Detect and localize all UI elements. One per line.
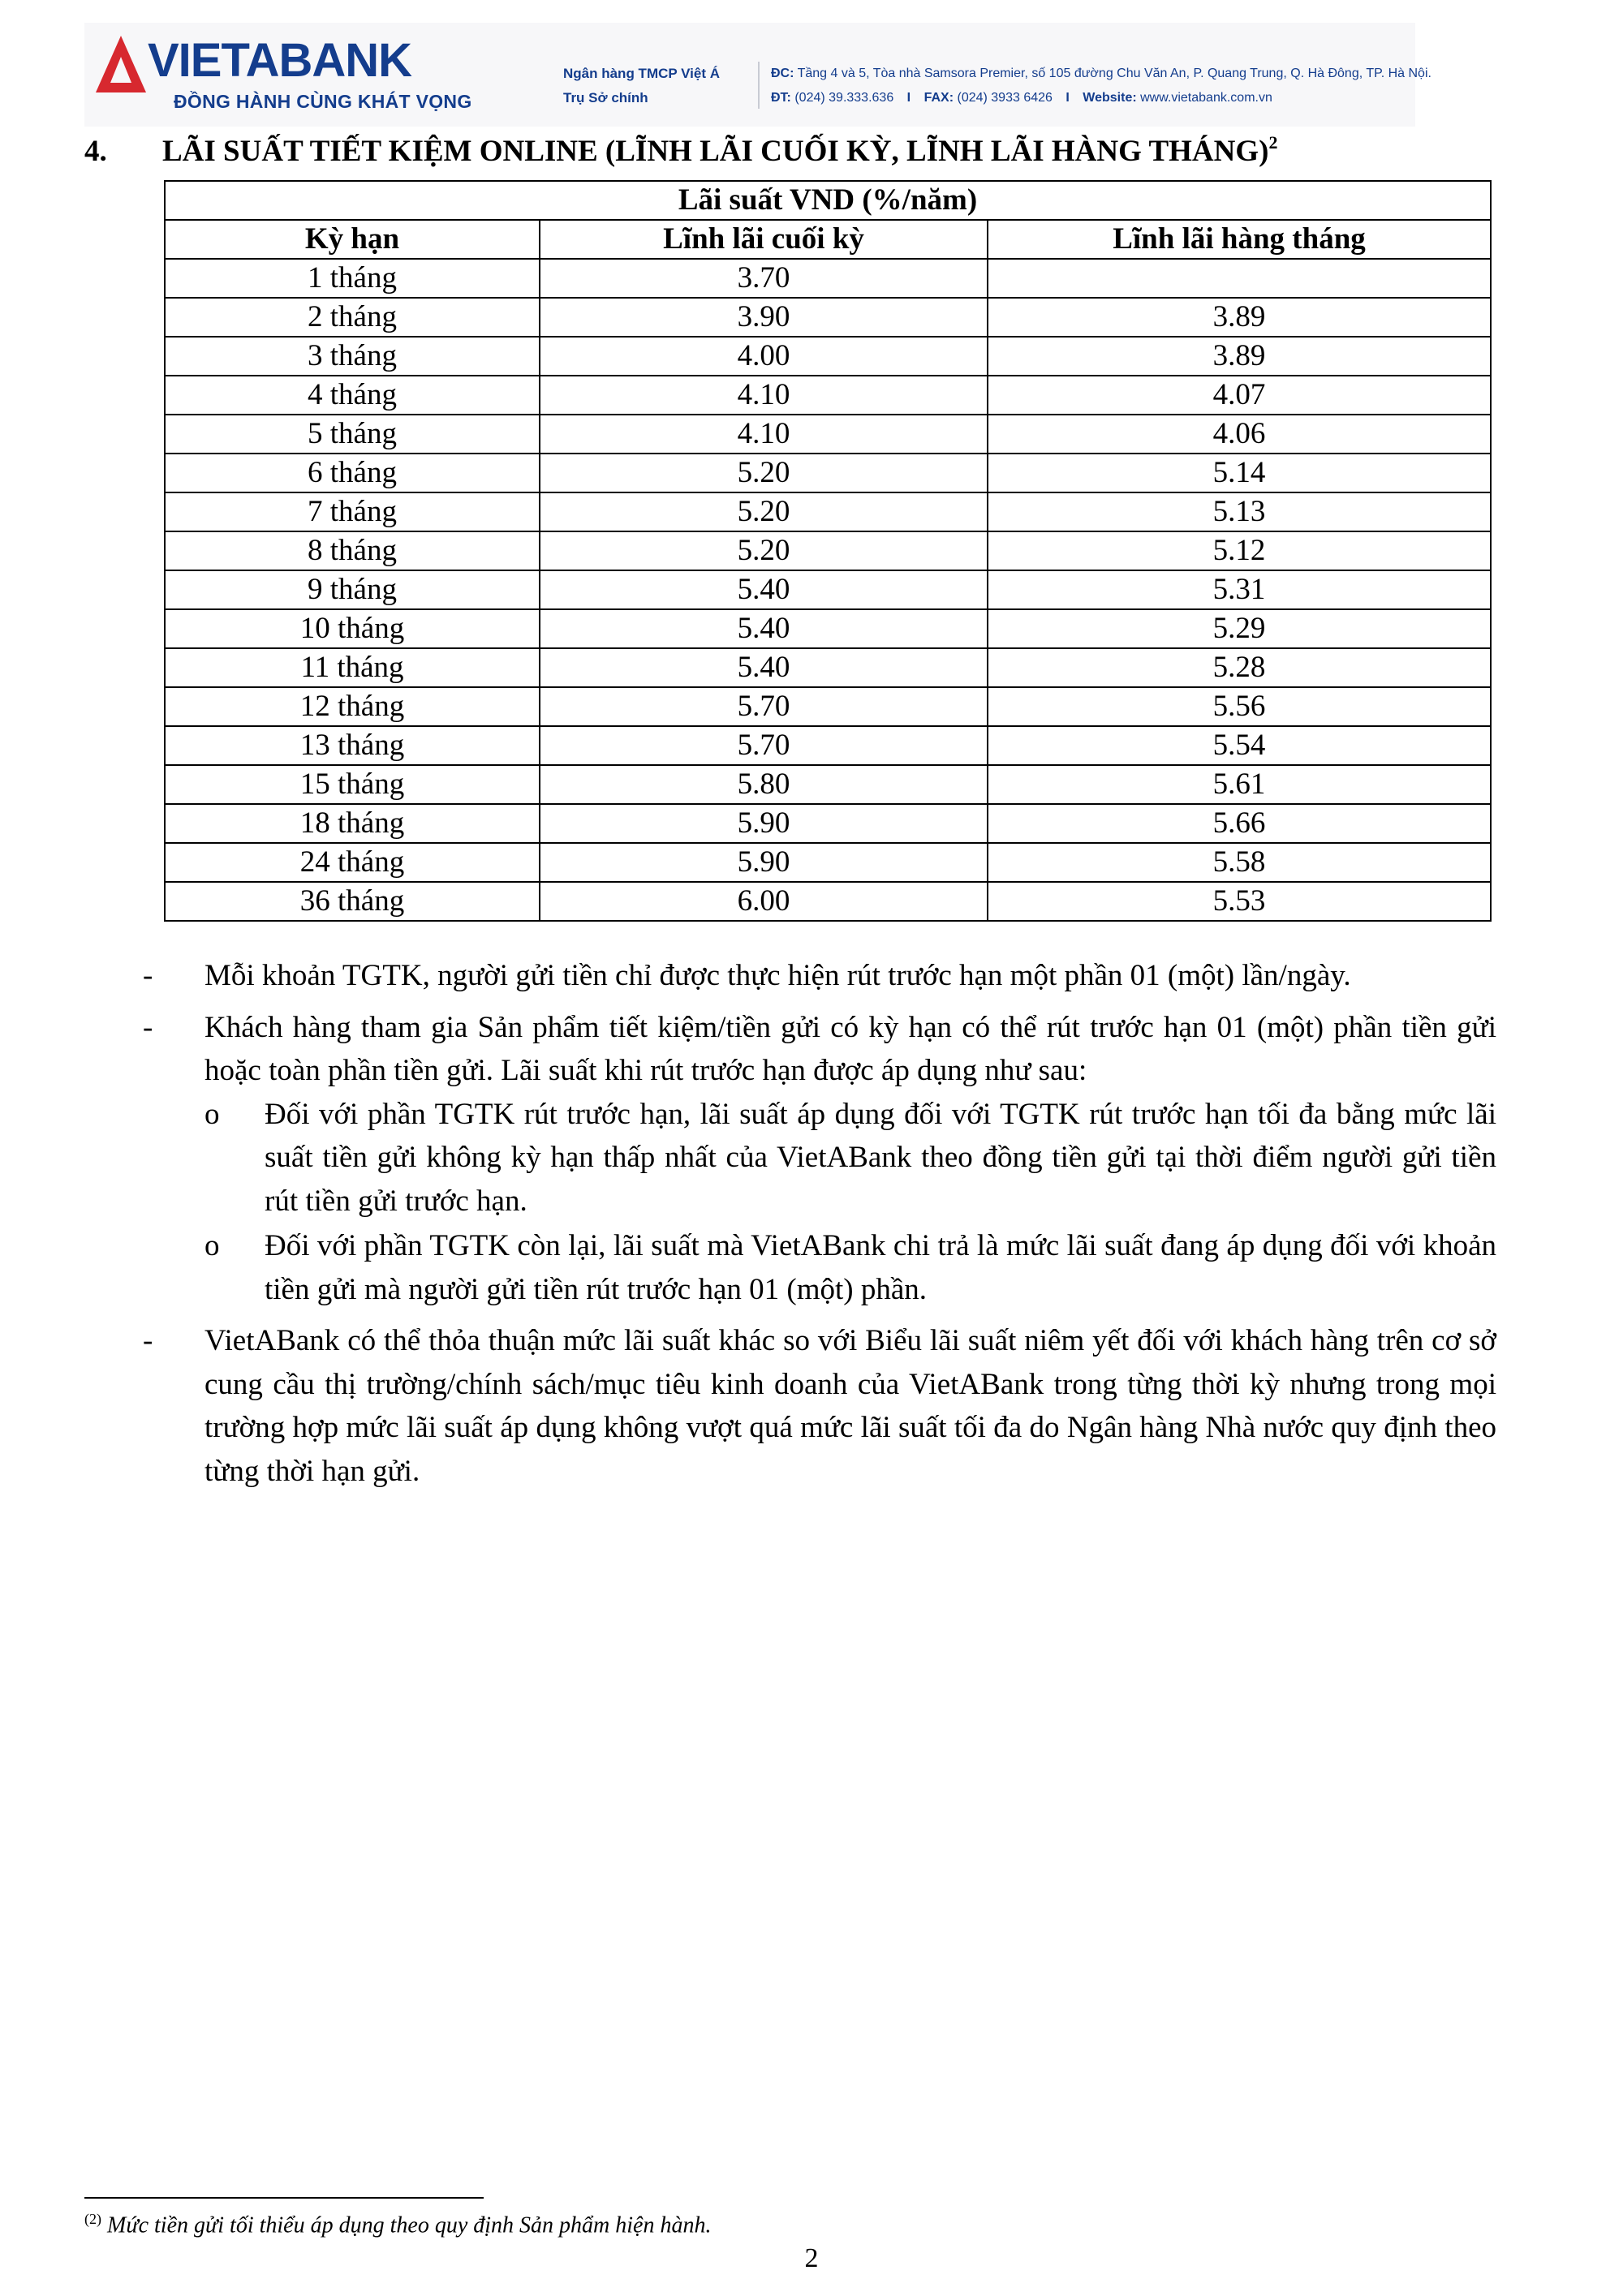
table-row: [165, 298, 1491, 337]
footnote-rule: [84, 2197, 484, 2199]
section-title: LÃI SUẤT TIẾT KIỆM ONLINE (LĨNH LÃI CUỐI KỲ, LĨNH LÃI HÀNG THÁNG): [162, 135, 1269, 168]
table-row: [165, 337, 1491, 376]
address-text: Tầng 4 và 5, Tòa nhà Samsora Premier, số 105 đường Chu Văn An, P. Quang Trung, Q. Hà Đông, TP. Hà Nội.: [797, 67, 1431, 80]
term-cell: 18 tháng: [165, 804, 540, 843]
end-of-term-rate-cell: 3.90: [540, 298, 988, 337]
note-text: VietABank có thể thỏa thuận mức lãi suất khác so với Biểu lãi suất niêm yết đối với khách hàng trên cơ sở cung cầu thị trường/chính sách/mục tiêu kinh doanh của VietABank trong từng thời kỳ nhưng trong mọi trường hợp mức lãi suất áp dụng không vượt quá mức lãi suất tối đa do Ngân hàng Nhà nước quy định theo từng thời hạn gửi.: [204, 1324, 1496, 1488]
column-header-term: Kỳ hạn: [165, 220, 540, 259]
monthly-rate-cell: 5.53: [988, 882, 1491, 921]
table-row: [165, 804, 1491, 843]
monthly-rate-cell: 5.29: [988, 609, 1491, 648]
address-label: ĐC:: [771, 67, 794, 80]
end-of-term-rate-cell: 5.40: [540, 648, 988, 687]
column-header-end-of-term: Lĩnh lãi cuối kỳ: [540, 220, 988, 259]
monthly-rate-cell: 5.28: [988, 648, 1491, 687]
footnote: [84, 2211, 711, 2238]
contact-separator: I: [906, 91, 911, 105]
fax-label: FAX:: [923, 91, 954, 105]
section-title-text: [162, 134, 1277, 169]
end-of-term-rate-cell: 5.90: [540, 804, 988, 843]
table-row: [165, 843, 1491, 882]
contact-separator: I: [1065, 91, 1070, 105]
logo-slogan: ĐỒNG HÀNH CÙNG KHÁT VỌNG: [174, 91, 472, 112]
table-row: [165, 648, 1491, 687]
monthly-rate-cell: 5.56: [988, 687, 1491, 726]
circle-bullet: o: [204, 1097, 220, 1131]
term-cell: 13 tháng: [165, 726, 540, 765]
term-cell: 11 tháng: [165, 648, 540, 687]
end-of-term-rate-cell: 5.80: [540, 765, 988, 804]
fax-number: (024) 3933 6426: [957, 91, 1053, 105]
term-cell: 24 tháng: [165, 843, 540, 882]
sub-list-item: [84, 1224, 1496, 1311]
monthly-rate-cell: 5.31: [988, 570, 1491, 609]
term-cell: 15 tháng: [165, 765, 540, 804]
website-link[interactable]: www.vietabank.com.vn: [1140, 91, 1272, 105]
table-row: [165, 570, 1491, 609]
bank-identity: [563, 62, 720, 110]
letterhead: [84, 23, 1431, 127]
section-number: 4.: [84, 135, 107, 168]
term-cell: 3 tháng: [165, 337, 540, 376]
table-body: [165, 259, 1491, 921]
end-of-term-rate-cell: 5.40: [540, 609, 988, 648]
monthly-rate-cell: 5.13: [988, 492, 1491, 531]
monthly-rate-cell: 3.89: [988, 298, 1491, 337]
end-of-term-rate-cell: 5.40: [540, 570, 988, 609]
circle-bullet: o: [204, 1229, 220, 1262]
monthly-rate-cell: 5.66: [988, 804, 1491, 843]
bank-logo: [96, 24, 477, 125]
dash-bullet: -: [143, 1010, 153, 1044]
monthly-rate-cell: 4.07: [988, 376, 1491, 415]
head-office-label: Trụ Sở chính: [563, 90, 648, 105]
term-cell: 12 tháng: [165, 687, 540, 726]
note-text: Đối với phần TGTK rút trước hạn, lãi suất áp dụng đối với TGTK rút trước hạn tối đa bằng mức lãi suất tiền gửi không kỳ hạn thấp nhất của VietABank theo đồng tiền gửi tại thời điểm người gửi tiền rút tiền gửi trước hạn.: [265, 1097, 1496, 1218]
address-line: [771, 62, 1431, 86]
table-row: [165, 687, 1491, 726]
table-row: [165, 376, 1491, 415]
table-row: [165, 259, 1491, 298]
term-cell: 9 tháng: [165, 570, 540, 609]
term-cell: 36 tháng: [165, 882, 540, 921]
list-item: [84, 954, 1496, 998]
table-row: [165, 454, 1491, 492]
sub-list-item: [84, 1093, 1496, 1223]
monthly-rate-cell: 4.06: [988, 415, 1491, 454]
term-cell: 4 tháng: [165, 376, 540, 415]
list-item: [84, 1006, 1496, 1093]
logo-wordmark: VIETABANK: [148, 34, 412, 87]
page-number: 2: [804, 2243, 819, 2273]
table-row: [165, 726, 1491, 765]
monthly-rate-cell: 5.54: [988, 726, 1491, 765]
column-header-monthly: Lĩnh lãi hàng tháng: [988, 220, 1491, 259]
note-text: Khách hàng tham gia Sản phẩm tiết kiệm/tiền gửi có kỳ hạn có thể rút trước hạn 01 (một) phần tiền gửi hoặc toàn phần tiền gửi. Lãi suất khi rút trước hạn được áp dụng như sau:: [204, 1010, 1496, 1087]
website-label: Website:: [1083, 91, 1137, 105]
end-of-term-rate-cell: 4.10: [540, 415, 988, 454]
table-row: [165, 765, 1491, 804]
interest-rate-table: [164, 180, 1492, 922]
end-of-term-rate-cell: 4.10: [540, 376, 988, 415]
note-text: Đối với phần TGTK còn lại, lãi suất mà VietABank chi trả là mức lãi suất đang áp dụng đối với khoản tiền gửi mà người gửi tiền rút trước hạn 01 (một) phần.: [265, 1229, 1496, 1306]
footnote-marker: (2): [84, 2211, 101, 2227]
table-row: [165, 609, 1491, 648]
list-item: [84, 1319, 1496, 1493]
end-of-term-rate-cell: 5.90: [540, 843, 988, 882]
contact-info: [771, 62, 1431, 110]
monthly-rate-cell: 3.89: [988, 337, 1491, 376]
term-cell: 7 tháng: [165, 492, 540, 531]
dash-bullet: -: [143, 959, 153, 992]
monthly-rate-cell: 5.61: [988, 765, 1491, 804]
footnote-ref: 2: [1268, 132, 1278, 153]
phone-label: ĐT:: [771, 91, 791, 105]
monthly-rate-cell: 5.12: [988, 531, 1491, 570]
monthly-rate-cell: 5.58: [988, 843, 1491, 882]
end-of-term-rate-cell: 5.20: [540, 531, 988, 570]
table-group-header-row: [165, 181, 1491, 220]
monthly-rate-cell: [988, 259, 1491, 298]
table-row: [165, 882, 1491, 921]
end-of-term-rate-cell: 5.20: [540, 492, 988, 531]
end-of-term-rate-cell: 5.70: [540, 687, 988, 726]
logo-triangle-icon: [96, 36, 146, 92]
term-cell: 2 tháng: [165, 298, 540, 337]
notes-list: [84, 954, 1496, 1493]
table-row: [165, 492, 1491, 531]
term-cell: 10 tháng: [165, 609, 540, 648]
footnote-text: Mức tiền gửi tối thiểu áp dụng theo quy định Sản phẩm hiện hành.: [107, 2212, 712, 2238]
monthly-rate-cell: 5.14: [988, 454, 1491, 492]
term-cell: 5 tháng: [165, 415, 540, 454]
end-of-term-rate-cell: 5.20: [540, 454, 988, 492]
end-of-term-rate-cell: 5.70: [540, 726, 988, 765]
end-of-term-rate-cell: 4.00: [540, 337, 988, 376]
dash-bullet: -: [143, 1324, 153, 1357]
table-group-header: Lãi suất VND (%/năm): [165, 181, 1491, 220]
end-of-term-rate-cell: 3.70: [540, 259, 988, 298]
term-cell: 1 tháng: [165, 259, 540, 298]
note-text: Mỗi khoản TGTK, người gửi tiền chỉ được thực hiện rút trước hạn một phần 01 (một) lần/ngày.: [204, 959, 1351, 992]
table-row: [165, 531, 1491, 570]
phone-number: (024) 39.333.636: [794, 91, 894, 105]
term-cell: 6 tháng: [165, 454, 540, 492]
header-divider: [758, 62, 760, 109]
end-of-term-rate-cell: 6.00: [540, 882, 988, 921]
table-row: [165, 415, 1491, 454]
phone-line: [771, 86, 1431, 110]
term-cell: 8 tháng: [165, 531, 540, 570]
bank-name: Ngân hàng TMCP Việt Á: [563, 66, 721, 81]
table-header-row: [165, 220, 1491, 259]
